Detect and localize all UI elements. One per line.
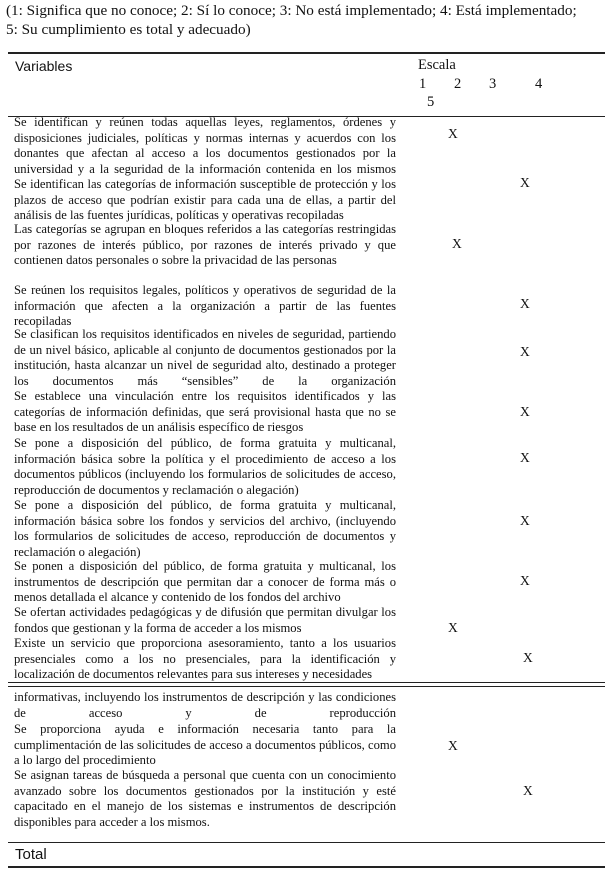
row-mark: X: [448, 738, 458, 753]
table-row: Se clasifican los requisitos identificados en niveles de seguridad, partiendo de un nivel básico, aplicable al conjunto de documentos gestionados por la institución, hasta alcanzar un nivel de seguridad alto, destinado a proteger los documentos más “sensibles” de la organización: [14, 327, 396, 388]
row-mark: X: [448, 620, 458, 635]
scale-3: 3: [489, 76, 497, 92]
escala-header: Escala: [418, 57, 456, 73]
table-row: Se identifican las categorías de información susceptible de protección y los plazos de acceso que podrían existir para cada una de ellas, a partir del análisis de las fuentes jurídicas, políticas y operativas recopiladas: [14, 177, 396, 223]
row-mark: X: [520, 404, 530, 419]
scale-legend: [6, 1, 612, 39]
table-row: Existe un servicio que proporciona asesoramiento, tanto a los usuarios presenciales como a los no presenciales, para la identificación y localización de documentos relevantes para sus intereses y necesidades: [14, 636, 396, 682]
row-mark: X: [523, 783, 533, 798]
page-break-rule: [8, 686, 605, 687]
total-label: Total: [15, 846, 47, 863]
table-row: Se reúnen los requisitos legales, políticos y operativos de seguridad de la información que afecten a la organización a partir de las fuentes recopiladas: [14, 283, 396, 329]
page-break-rule: [8, 682, 605, 683]
scale-1: 1: [419, 76, 427, 92]
table-row: Se identifican y reúnen todas aquellas leyes, reglamentos, órdenes y disposiciones judiciales, políticas y normas internas y acuerdos con los donantes que afectan al acceso a los documentos gestionados por la universidad y a la seguridad de la información contenida en los mismos: [14, 115, 396, 176]
row-mark: X: [520, 573, 530, 588]
table-row: Se pone a disposición del público, de forma gratuita y multicanal, información básica sobre la política y el procedimiento de acceso a los documentos públicos (incluyendo los formularios de solicitudes de acceso, reproducción de documentos y reclamación o alegación): [14, 436, 396, 497]
row-mark: X: [452, 236, 462, 251]
table-row: Se asignan tareas de búsqueda a personal que cuenta con un conocimiento avanzado sobre los documentos gestionados por la institución y esté capacitado en el manejo de los sistemas e instrumentos de descripción disponibles para acceder a los mismos.: [14, 768, 396, 829]
legend-line-1: (1: Significa que no conoce; 2: Sí lo conoce; 3: No está implementado; 4: Está implementado;: [6, 2, 577, 19]
scale-4: 4: [535, 76, 543, 92]
row-mark: X: [448, 126, 458, 141]
scale-2: 2: [454, 76, 462, 92]
table-row: Se ponen a disposición del público, de forma gratuita y multicanal, los instrumentos de descripción que permitan dar a conocer de forma más o menos detallada el alcance y contenido de los fondos del archivo: [14, 559, 396, 605]
row-mark: X: [520, 175, 530, 190]
table-row: Las categorías se agrupan en bloques referidos a las categorías restringidas por razones de interés público, por razones de interés privado y que contienen datos personales o sobre la privacidad de las personas: [14, 222, 396, 268]
table-row: Se establece una vinculación entre los requisitos identificados y las categorías de información definidas, que será provisional hasta que no se base en los resultados de un análisis específico de riesgos: [14, 389, 396, 435]
variables-header: Variables: [15, 58, 73, 74]
scale-5: 5: [427, 94, 435, 110]
table-row-continued: informativas, incluyendo los instrumentos de descripción y las condiciones de acceso y de reproducción: [14, 690, 396, 720]
legend-line-2: 5: Su cumplimiento es total y adecuado): [6, 21, 251, 38]
table-row: Se proporciona ayuda e información necesaria tanto para la cumplimentación de las solicitudes de acceso a documentos públicos, como a lo largo del procedimiento: [14, 722, 396, 768]
table-row: Se pone a disposición del público, de forma gratuita y multicanal, información básica sobre los fondos y servicios del archivo, (incluyendo los formularios de solicitudes de acceso, reproducción de documentos y reclamación o alegación): [14, 498, 396, 559]
total-top-rule: [8, 842, 605, 843]
table-bottom-rule: [8, 866, 605, 868]
row-mark: X: [520, 344, 530, 359]
table-top-rule: [8, 52, 605, 54]
table-row: Se ofertan actividades pedagógicas y de difusión que permitan divulgar los fondos que gestionan y la forma de acceder a los mismos: [14, 605, 396, 635]
row-mark: X: [523, 650, 533, 665]
row-mark: X: [520, 513, 530, 528]
row-mark: X: [520, 296, 530, 311]
row-mark: X: [520, 450, 530, 465]
